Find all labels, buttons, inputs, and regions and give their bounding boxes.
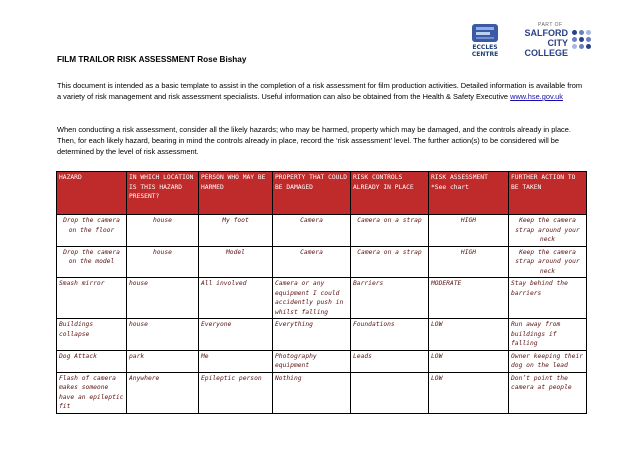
cell-person: All involved: [199, 278, 273, 319]
part-of-label: PART OF: [538, 22, 563, 28]
cell-assessment: HIGH: [429, 215, 509, 247]
cell-property: Camera: [273, 215, 351, 247]
cell-assessment: LOW: [429, 350, 509, 372]
college-word: COLLEGE: [524, 48, 568, 58]
cell-property: Camera or any equipment I could accidently push in whilst falling: [273, 278, 351, 319]
intro-text: This document is intended as a basic template to assist in the completion of a risk assessment for film production activities. Detailed information is available from a variety of risk management and risk assessment specialists. Useful information can also be obtained from the Health & Safety Executive: [57, 81, 582, 101]
eccles-line-2: CENTRE: [471, 51, 499, 58]
city-word: CITY: [547, 38, 568, 48]
header-risk-assessment: RISK ASSESSMENT *See chart: [429, 172, 509, 215]
cell-action: Run away from buildings if falling: [509, 319, 587, 351]
eccles-line-1: ECCLES: [472, 44, 498, 51]
cell-location: house: [127, 319, 199, 351]
header-person: PERSON WHO MAY BE HARMED: [199, 172, 273, 215]
table-row: [57, 215, 587, 247]
intro-paragraph: [57, 80, 587, 102]
cell-location: house: [127, 215, 199, 247]
cell-controls: Leads: [351, 350, 429, 372]
cell-assessment: MODERATE: [429, 278, 509, 319]
header-further-action: FURTHER ACTION TO BE TAKEN: [509, 172, 587, 215]
cell-controls: Camera on a strap: [351, 246, 429, 278]
eccles-centre-logo: [464, 22, 506, 62]
dots-icon: [572, 30, 602, 60]
cell-location: house: [127, 278, 199, 319]
cell-assessment: HIGH: [429, 246, 509, 278]
cell-action: Keep the camera strap around your neck: [509, 246, 587, 278]
cell-property: Nothing: [273, 372, 351, 413]
cell-person: My foot: [199, 215, 273, 247]
cell-action: Keep the camera strap around your neck: [509, 215, 587, 247]
document-title: FILM TRAILOR RISK ASSESSMENT Rose Bishay: [57, 55, 247, 64]
table-header-row: [57, 172, 587, 215]
guidance-paragraph: When conducting a risk assessment, consider all the likely hazards; who may be harmed, property which may be damaged, and the controls already in place. Then, for each likely hazard, bearing in mind the controls already in place, record the ‘risk assessment’ level. The further action(s) to be considered will be determined by the level of risk assessment.: [57, 125, 571, 156]
salford-city-college-logo: [520, 22, 622, 62]
table-row: [57, 278, 587, 319]
cell-controls: Foundations: [351, 319, 429, 351]
cell-assessment: LOW: [429, 372, 509, 413]
risk-assessment-table: [56, 171, 587, 414]
cell-hazard: Buildings collapse: [57, 319, 127, 351]
cell-property: Camera: [273, 246, 351, 278]
cell-hazard: Flash of camera makes someone have an epileptic fit: [57, 372, 127, 413]
cell-hazard: Drop the camera on the floor: [57, 215, 127, 247]
cell-controls: Camera on a strap: [351, 215, 429, 247]
eccles-centre-label: [464, 44, 506, 58]
cell-person: Everyone: [199, 319, 273, 351]
cell-property: Photography equipment: [273, 350, 351, 372]
cell-action: Don’t point the camera at people: [509, 372, 587, 413]
cell-controls: [351, 372, 429, 413]
cell-controls: Barriers: [351, 278, 429, 319]
eccles-logo-mark-icon: [468, 22, 502, 44]
header-location: IN WHICH LOCATION IS THIS HAZARD PRESENT?: [127, 172, 199, 215]
table-row: [57, 372, 587, 413]
header-risk-controls: RISK CONTROLS ALREADY IN PLACE: [351, 172, 429, 215]
cell-location: Anywhere: [127, 372, 199, 413]
cell-location: house: [127, 246, 199, 278]
cell-location: park: [127, 350, 199, 372]
salford-word: SALFORD: [524, 28, 568, 38]
cell-action: Stay behind the barriers: [509, 278, 587, 319]
college-name: [522, 28, 568, 58]
cell-hazard: Drop the camera on the model: [57, 246, 127, 278]
cell-assessment: LOW: [429, 319, 509, 351]
table-row: [57, 319, 587, 351]
cell-action: Owner keeping their dog on the lead: [509, 350, 587, 372]
table-row: [57, 246, 587, 278]
cell-hazard: Dog Attack: [57, 350, 127, 372]
cell-person: Epileptic person: [199, 372, 273, 413]
hse-link[interactable]: www.hse.gov.uk: [510, 92, 563, 101]
header-hazard: HAZARD: [57, 172, 127, 215]
cell-person: Me: [199, 350, 273, 372]
cell-property: Everything: [273, 319, 351, 351]
logos: [464, 22, 622, 62]
table-row: [57, 350, 587, 372]
cell-hazard: Smash mirror: [57, 278, 127, 319]
cell-person: Model: [199, 246, 273, 278]
header-property: PROPERTY THAT COULD BE DAMAGED: [273, 172, 351, 215]
